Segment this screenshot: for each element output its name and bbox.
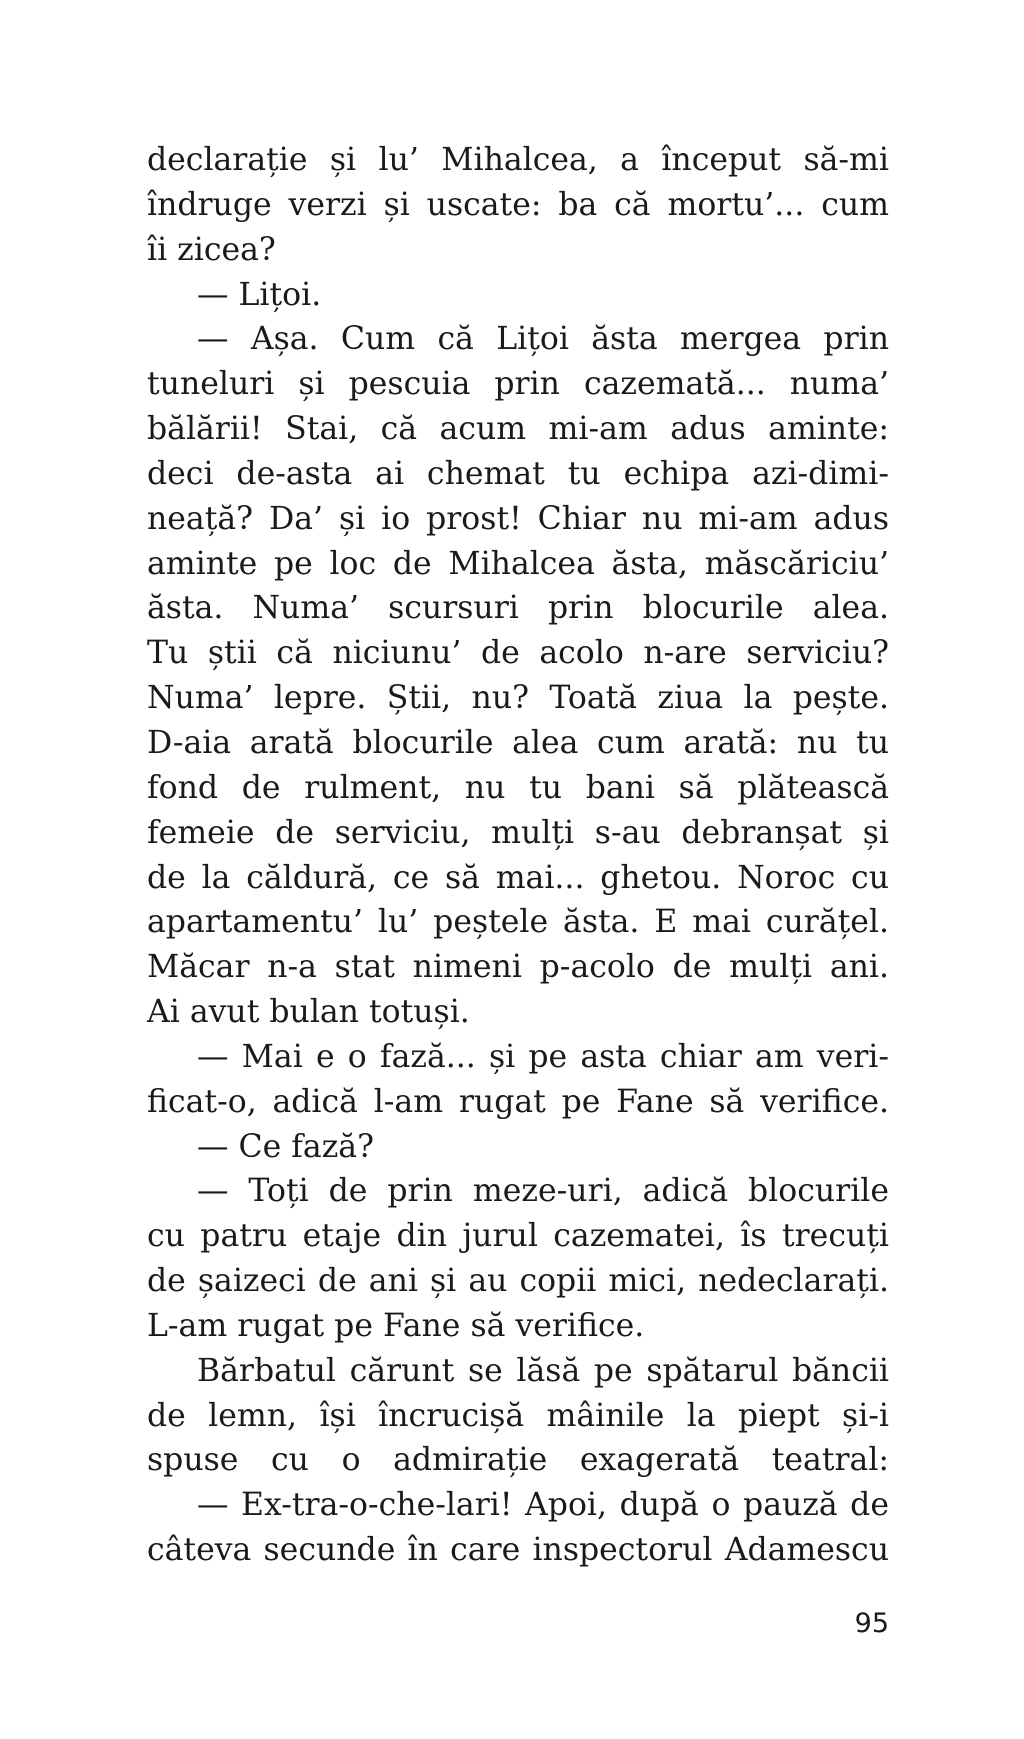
text-line: D-aia arată blocurile alea cum arată: nu tu	[147, 724, 889, 761]
body-text	[147, 138, 889, 1573]
text-line: cu patru etaje din jurul cazematei, îs trecuți	[147, 1218, 889, 1255]
text-line: de lemn, își încrucișă mâinile la piept și-i	[147, 1397, 889, 1434]
text-line: câteva secunde în care inspectorul Adamescu	[147, 1532, 889, 1569]
text-line: — Așa. Cum că Lițoi ăsta mergea prin	[197, 321, 889, 358]
text-line: deci de-asta ai chemat tu echipa azi-dimi-	[147, 455, 889, 492]
text-line: îndruge verzi și uscate: ba că mortu’... cum	[147, 186, 889, 223]
text-line: fond de rulment, nu tu bani să plătească	[147, 769, 889, 806]
text-line: L-am rugat pe Fane să verifice.	[147, 1307, 645, 1344]
text-line: îi zicea?	[147, 231, 276, 268]
text-line: Ai avut bulan totuși.	[147, 994, 470, 1031]
text-line: — Ex-tra-o-che-lari! Apoi, după o pauză de	[197, 1487, 889, 1524]
page-number: 95	[854, 1608, 889, 1639]
text-line: Numa’ lepre. Știi, nu? Toată ziua la pește.	[147, 680, 889, 717]
text-line: Tu știi că niciunu’ de acolo n-are serviciu?	[147, 635, 889, 672]
text-line: apartamentu’ lu’ peștele ăsta. E mai curățel.	[147, 904, 889, 941]
text-line: de la căldură, ce să mai... ghetou. Noroc cu	[147, 859, 889, 896]
text-line: Măcar n-a stat nimeni p-acolo de mulți ani.	[147, 949, 889, 986]
text-line: bălării! Stai, că acum mi-am adus aminte:	[147, 411, 889, 448]
text-line: declarație și lu’ Mihalcea, a început să-mi	[147, 142, 889, 178]
text-line: ficat-o, adică l-am rugat pe Fane să verifice.	[147, 1083, 889, 1120]
text-line: ăsta. Numa’ scursuri prin blocurile alea.	[147, 590, 889, 627]
text-line: de șaizeci de ani și au copii mici, nedeclarați.	[147, 1263, 889, 1300]
text-line: — Mai e o fază... și pe asta chiar am veri-	[197, 1038, 889, 1075]
text-line: neață? Da’ și io prost! Chiar nu mi-am adus	[147, 500, 889, 537]
text-line: spuse cu o admirație exagerată teatral:	[147, 1442, 889, 1479]
text-line: Bărbatul cărunt se lăsă pe spătarul băncii	[197, 1352, 889, 1389]
text-line: — Ce fază?	[197, 1128, 374, 1165]
text-line: — Lițoi.	[197, 276, 322, 313]
text-line: femeie de serviciu, mulți s-au debranșat și	[147, 814, 889, 851]
text-line: aminte pe loc de Mihalcea ăsta, măscăriciu’	[147, 545, 889, 582]
text-line: tuneluri și pescuia prin cazemată... numa’	[147, 366, 889, 403]
text-line: — Toți de prin meze-uri, adică blocurile	[197, 1173, 889, 1210]
